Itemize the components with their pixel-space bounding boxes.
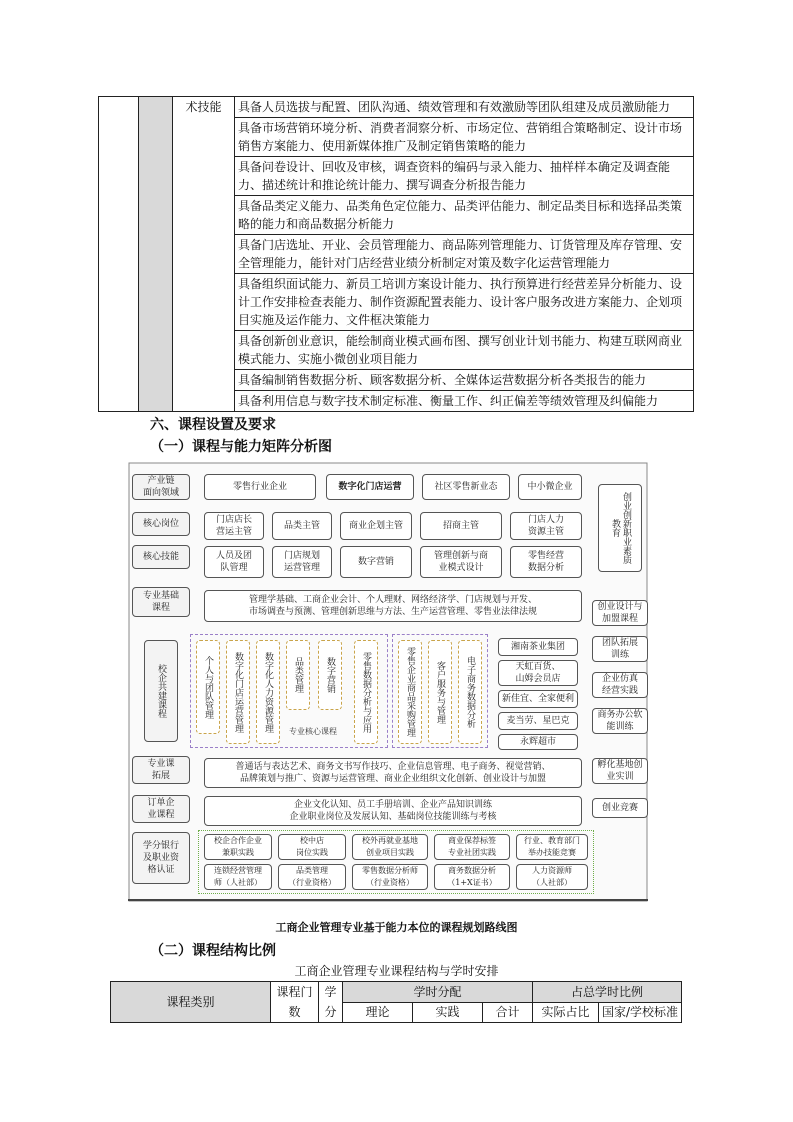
cert-5: 人力资源师 （人社部） bbox=[516, 864, 588, 890]
ability-row bbox=[99, 97, 694, 118]
ability-text: 具备市场营销环境分析、消费者洞察分析、市场定位、营销组合策略制定、设计市场销售方案能力、使用新媒体推广及制定销售策略的能力 bbox=[235, 118, 694, 157]
th-ratio: 占总学时比例 bbox=[533, 982, 682, 1003]
right-item-2: 团队拓展 训练 bbox=[592, 636, 648, 662]
credit-practice-3: 校外再就业基地 创业项目实践 bbox=[352, 834, 428, 860]
post-category-supervisor: 品类主管 bbox=[272, 512, 332, 540]
label-order-course: 订单企 业课程 bbox=[132, 795, 190, 823]
subsection-2-title: （二）课程结构比例 bbox=[150, 943, 276, 959]
order-courses: 企业文化认知、员工手册培训、企业产品知识训练 企业职业岗位及发展认知、基础岗位技能训练与考核 bbox=[204, 796, 582, 826]
mid-course-3: 电子商务数据分析 bbox=[458, 640, 482, 744]
post-hr-supervisor: 门店人力 资源主管 bbox=[510, 512, 582, 540]
label-basic-course: 专业基础 课程 bbox=[132, 587, 190, 617]
credit-practice-4: 商业保荐标签 专业社团实践 bbox=[434, 834, 510, 860]
right-item-4: 商务办公软 能训练 bbox=[592, 708, 648, 734]
post-store-manager: 门店店长 营运主管 bbox=[204, 512, 264, 540]
th-actual: 实际占比 bbox=[533, 1002, 599, 1023]
th-practice: 实践 bbox=[413, 1002, 483, 1023]
basic-courses: 管理学基础、工商企业会计、个人理财、网络经济学、门店规划与开发、 市场调查与预测、管理创新思维与方法、生产运营管理、零售业法律法规 bbox=[204, 590, 582, 622]
post-planning-supervisor: 商业企划主管 bbox=[340, 512, 412, 540]
industry-community-retail: 社区零售新业态 bbox=[422, 474, 510, 500]
ability-text: 具备门店选址、开业、会员管理能力、商品陈列管理能力、订货管理及库存管理、安全管理能力，能针对门店经营业绩分析制定对策及数字化运营管理能力 bbox=[235, 235, 694, 274]
skill-team-management: 人员及团 队管理 bbox=[204, 546, 264, 578]
cert-3: 零售数据分析师 （行业资格） bbox=[352, 864, 428, 890]
th-standard: 国家/学校标准 bbox=[599, 1002, 682, 1023]
skill-innovation-model: 管理创新与商 业模式设计 bbox=[420, 546, 502, 578]
post-merchant-supervisor: 招商主管 bbox=[420, 512, 502, 540]
industry-sme: 中小微企业 bbox=[518, 474, 582, 500]
th-course-count: 课程门数 bbox=[271, 982, 319, 1023]
core-course-4: 品类管理 bbox=[286, 640, 310, 710]
section-6-title: 六、课程设置及要求 bbox=[150, 417, 276, 433]
core-course-label: 专业核心课程 bbox=[289, 727, 337, 736]
skill-retail-data: 零售经营 数据分析 bbox=[510, 546, 582, 578]
credit-practice-5: 行业、教育部门 举办技能竞赛 bbox=[516, 834, 588, 860]
ability-text: 具备编制销售数据分析、顾客数据分析、全媒体运营数据分析各类报告的能力 bbox=[235, 370, 694, 391]
label-credit-bank: 学分银行 及职业资 格认证 bbox=[132, 832, 190, 884]
label-industry: 产业链 面向领域 bbox=[132, 474, 190, 500]
ability-text: 具备利用信息与数字技术制定标准、衡量工作、纠正偏差等绩效管理及纠偏能力 bbox=[235, 391, 694, 412]
core-course-3: 数字化人力资源管理 bbox=[256, 640, 280, 744]
th-total: 合计 bbox=[483, 1002, 533, 1023]
cert-4: 商务数据分析 （1+X证书） bbox=[434, 864, 510, 890]
diagram-caption: 工商企业管理专业基于能力本位的课程规划路线图 bbox=[275, 921, 518, 934]
label-school-course: 校企共建课程 bbox=[144, 640, 178, 742]
ability-text: 具备组织面试能力、新员工培训方案设计能力、执行预算进行经营差异分析能力、设计工作安排检查表能力、制作资源配置表能力、设计客户服务改进方案能力、企划项目实施及运作能力、文件框决策能力 bbox=[235, 274, 694, 331]
ability-text: 具备人员选拔与配置、团队沟通、绩效管理和有效激励等团队组建及成员激励能力 bbox=[235, 97, 694, 118]
cert-2: 品类管理 （行业资格） bbox=[278, 864, 346, 890]
right-entrepreneurship-education: 创业创新职业素质教育 bbox=[598, 484, 642, 572]
credit-practice-1: 校企合作企业 兼职实践 bbox=[204, 834, 272, 860]
partner-4: 麦当劳、星巴克 bbox=[498, 712, 578, 730]
ability-text: 具备问卷设计、回收及审核，调查资料的编码与录入能力、抽样样本确定及调查能力、描述统计和推论统计能力、撰写调查分析报告能力 bbox=[235, 157, 694, 196]
partner-3: 新佳宜、全家便利 bbox=[498, 690, 578, 708]
ability-text: 具备创新创业意识，能绘制商业模式画布图、撰写创业计划书能力、构建互联网商业模式能力、实施小微创业项目能力 bbox=[235, 331, 694, 370]
right-item-1: 创业设计与 加盟课程 bbox=[592, 600, 648, 626]
core-course-5: 数字营销 bbox=[318, 640, 342, 710]
right-item-3: 企业仿真 经营实践 bbox=[592, 672, 648, 698]
core-course-6: 零售数据分析与应用 bbox=[354, 640, 378, 744]
partner-2: 天虹百货、 山姆会员店 bbox=[498, 660, 578, 686]
label-core-skill: 核心技能 bbox=[132, 545, 190, 569]
subsection-1-title: （一）课程与能力矩阵分析图 bbox=[150, 439, 332, 455]
cert-1: 连锁经营管理 师（人社部） bbox=[204, 864, 272, 890]
mid-course-2: 客户服务与管理 bbox=[428, 640, 452, 744]
right-item-6: 创业竞赛 bbox=[592, 798, 648, 818]
mid-course-1: 零售企业商品采购管理 bbox=[398, 640, 422, 744]
ext-courses: 普通话与表达艺术、商务文书写作技巧、企业信息管理、电子商务、视觉营销、 品牌策划与推广、资源与运营管理、商业企业组织文化创新、创业设计与加盟 bbox=[204, 758, 582, 788]
core-course-2: 数字化门店运营管理 bbox=[226, 640, 250, 744]
credit-practice-2: 校中店 岗位实践 bbox=[278, 834, 346, 860]
th-hours: 学时分配 bbox=[343, 982, 533, 1003]
industry-retail: 零售行业企业 bbox=[204, 474, 316, 500]
core-course-1: 个人与团队管理 bbox=[196, 640, 220, 734]
category-label: 术技能 bbox=[173, 97, 235, 412]
shaded-cell bbox=[139, 97, 173, 412]
label-core-post: 核心岗位 bbox=[132, 512, 190, 536]
right-item-5: 孵化基地创 业实训 bbox=[592, 758, 648, 784]
course-ability-matrix-diagram bbox=[120, 462, 658, 902]
ability-table bbox=[98, 96, 694, 412]
course-structure-table bbox=[110, 981, 682, 1023]
table-2-caption: 工商企业管理专业课程结构与学时安排 bbox=[294, 964, 499, 978]
th-credit: 学分 bbox=[319, 982, 343, 1023]
skill-digital-marketing: 数字营销 bbox=[340, 546, 412, 578]
partner-1: 湘南茶业集团 bbox=[498, 638, 578, 656]
industry-digital-store: 数字化门店运营 bbox=[326, 474, 414, 500]
ability-text: 具备品类定义能力、品类角色定位能力、品类评估能力、制定品类目标和选择品类策略的能力和商品数据分析能力 bbox=[235, 196, 694, 235]
th-course-type: 课程类别 bbox=[111, 982, 271, 1023]
label-ext-course: 专业课 拓展 bbox=[132, 756, 190, 784]
partner-5: 永辉超市 bbox=[498, 734, 578, 750]
blank-cell bbox=[99, 97, 139, 412]
th-theory: 理论 bbox=[343, 1002, 413, 1023]
skill-store-planning: 门店规划 运营管理 bbox=[272, 546, 332, 578]
